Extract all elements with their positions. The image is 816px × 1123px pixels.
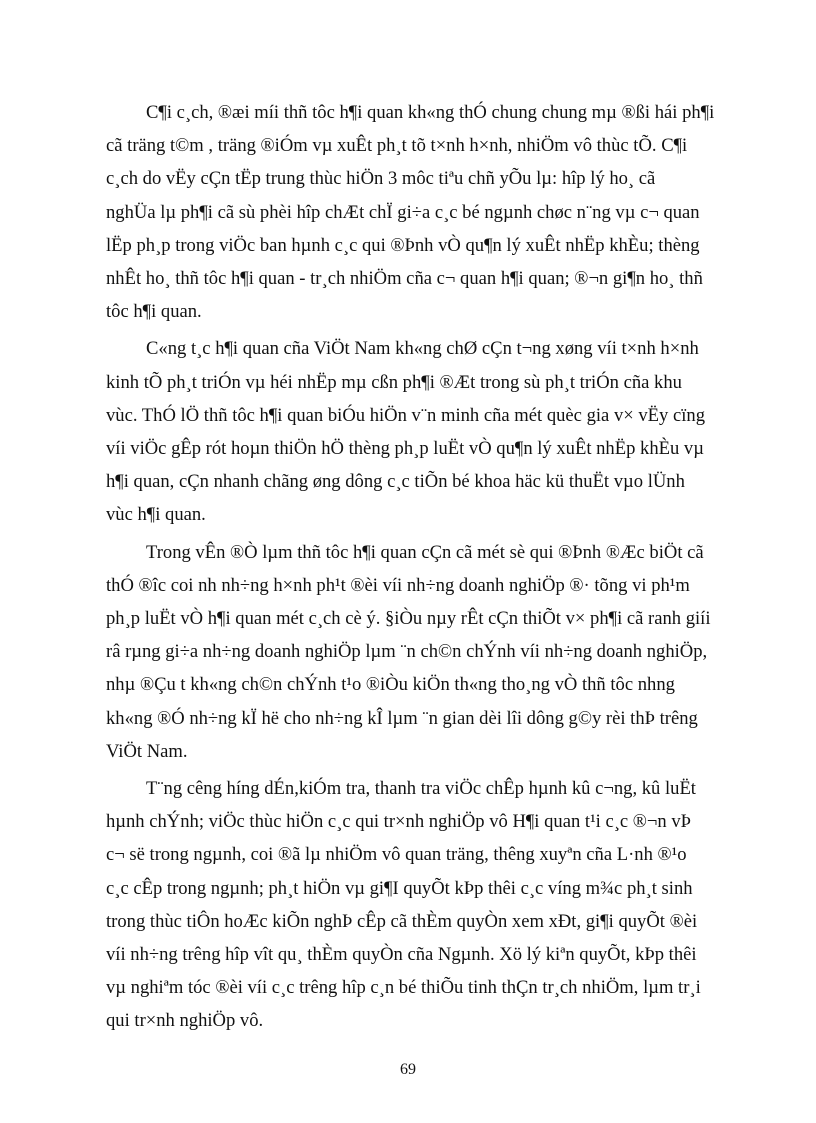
text-line: T¨ng cêng híng dÉn,kiÓm tra, thanh tra viÖc chÊp hµnh kû c¬ng, kû luËt (146, 778, 696, 800)
text-line: kh«ng ®Ó nh÷ng kÏ hë cho nh÷ng kÎ lµm ¨n gian dèi lîi dông g©y rèi thÞ trêng (106, 707, 698, 729)
text-line: kinh tÕ ph¸t triÓn vµ héi nhËp mµ cßn ph¶i ®Æt trong sù ph¸t triÓn cña khu (106, 371, 682, 393)
text-line: cã träng t©m , träng ®iÓm vµ xuÊt ph¸t tõ t×nh h×nh, nhiÖm vô thùc tÕ. C¶i (106, 135, 688, 157)
text-line: nghÜa lµ ph¶i cã sù phèi hîp chÆt chÏ gi÷a c¸c bé ngµnh chøc n¨ng vµ c¬ quan (106, 201, 700, 223)
page-number: 69 (400, 1061, 416, 1078)
text-line: vùc h¶i quan. (106, 504, 206, 526)
text-line: C¶i c¸ch, ®æi míi thñ tôc h¶i quan kh«ng thÓ chung chung mµ ®ßi hái ph¶i (146, 102, 715, 123)
text-line: thÓ ®îc coi nh nh÷ng h×nh ph¹t ®èi víi nh÷ng doanh nghiÖp ®· tõng vi ph¹m (106, 574, 690, 596)
paragraph-4 (106, 772, 780, 1038)
text-line: c¸ch do vËy cÇn tËp trung thùc hiÖn 3 môc tiªu chñ yÕu lµ: hîp lý ho¸ cã (106, 168, 656, 190)
text-line: h¶i quan, cÇn nhanh chãng øng dông c¸c tiÕn bé khoa häc kü thuËt vµo lÜnh (106, 471, 685, 493)
text-line: nhµ ®Çu t kh«ng ch©n chÝnh t¹o ®iÒu kiÖn th«ng tho¸ng vÒ thñ tôc nhng (106, 674, 675, 696)
text-line: c¸c cÊp trong ngµnh; ph¸t hiÖn vµ gi¶I quyÕt kÞp thêi c¸c víng m¾c ph¸t sinh (106, 877, 693, 899)
text-line: C«ng t¸c h¶i quan cña ViÖt Nam kh«ng chØ cÇn t¬ng xøng víi t×nh h×nh (146, 338, 699, 360)
text-line: trong thùc tiÔn hoÆc kiÕn nghÞ cÊp cã thÈm quyÒn xem xÐt, gi¶i quyÕt ®èi (106, 910, 698, 932)
text-line: tôc h¶i quan. (106, 301, 202, 323)
text-line: lËp ph¸p trong viÖc ban hµnh c¸c qui ®Þnh vÒ qu¶n lý xuÊt nhËp khÈu; thèng (106, 234, 700, 256)
text-line: ViÖt Nam. (106, 740, 188, 762)
body-text (106, 96, 780, 1042)
text-line: vµ nghiªm tóc ®èi víi c¸c trêng hîp c¸n bé thiÕu tinh thÇn tr¸ch nhiÖm, lµm tr¸i (106, 977, 701, 999)
text-line: nhÊt ho¸ thñ tôc h¶i quan - tr¸ch nhiÖm cña c¬ quan h¶i quan; ®¬n gi¶n ho¸ thñ (106, 268, 703, 290)
text-line: ph¸p luËt vÒ h¶i quan mét c¸ch cè ý. §iÒu nµy rÊt cÇn thiÕt v× ph¶i cã ranh giíi (106, 608, 711, 630)
paragraph-2 (106, 332, 780, 531)
text-line: vùc. ThÓ lÖ thñ tôc h¶i quan biÓu hiÖn v¨n minh cña mét quèc gia v× vËy cïng (106, 404, 705, 426)
text-line: c¬ së trong ngµnh, coi ®ã lµ nhiÖm vô quan träng, thêng xuyªn cña L·nh ®¹o (106, 844, 687, 866)
text-line: Trong vÊn ®Ò lµm thñ tôc h¶i quan cÇn cã mét sè qui ®Þnh ®Æc biÖt cã (146, 541, 704, 563)
text-line: râ rµng gi÷a nh÷ng doanh nghiÖp lµm ¨n ch©n chÝnh víi nh÷ng doanh nghiÖp, (106, 641, 708, 663)
text-line: víi viÖc gÊp rót hoµn thiÖn hÖ thèng ph¸p luËt vÒ qu¶n lý xuÊt nhËp khÈu vµ (106, 438, 704, 460)
text-line: víi nh÷ng trêng hîp vît qu¸ thÈm quyÒn cña Ngµnh. Xö lý kiªn quyÕt, kÞp thêi (106, 944, 697, 966)
paragraph-1 (106, 96, 780, 328)
text-line: qui tr×nh nghiÖp vô. (106, 1010, 264, 1032)
text-line: hµnh chÝnh; viÖc thùc hiÖn c¸c qui tr×nh nghiÖp vô H¶i quan t¹i c¸c ®¬n vÞ (106, 811, 691, 833)
paragraph-3 (106, 536, 780, 768)
